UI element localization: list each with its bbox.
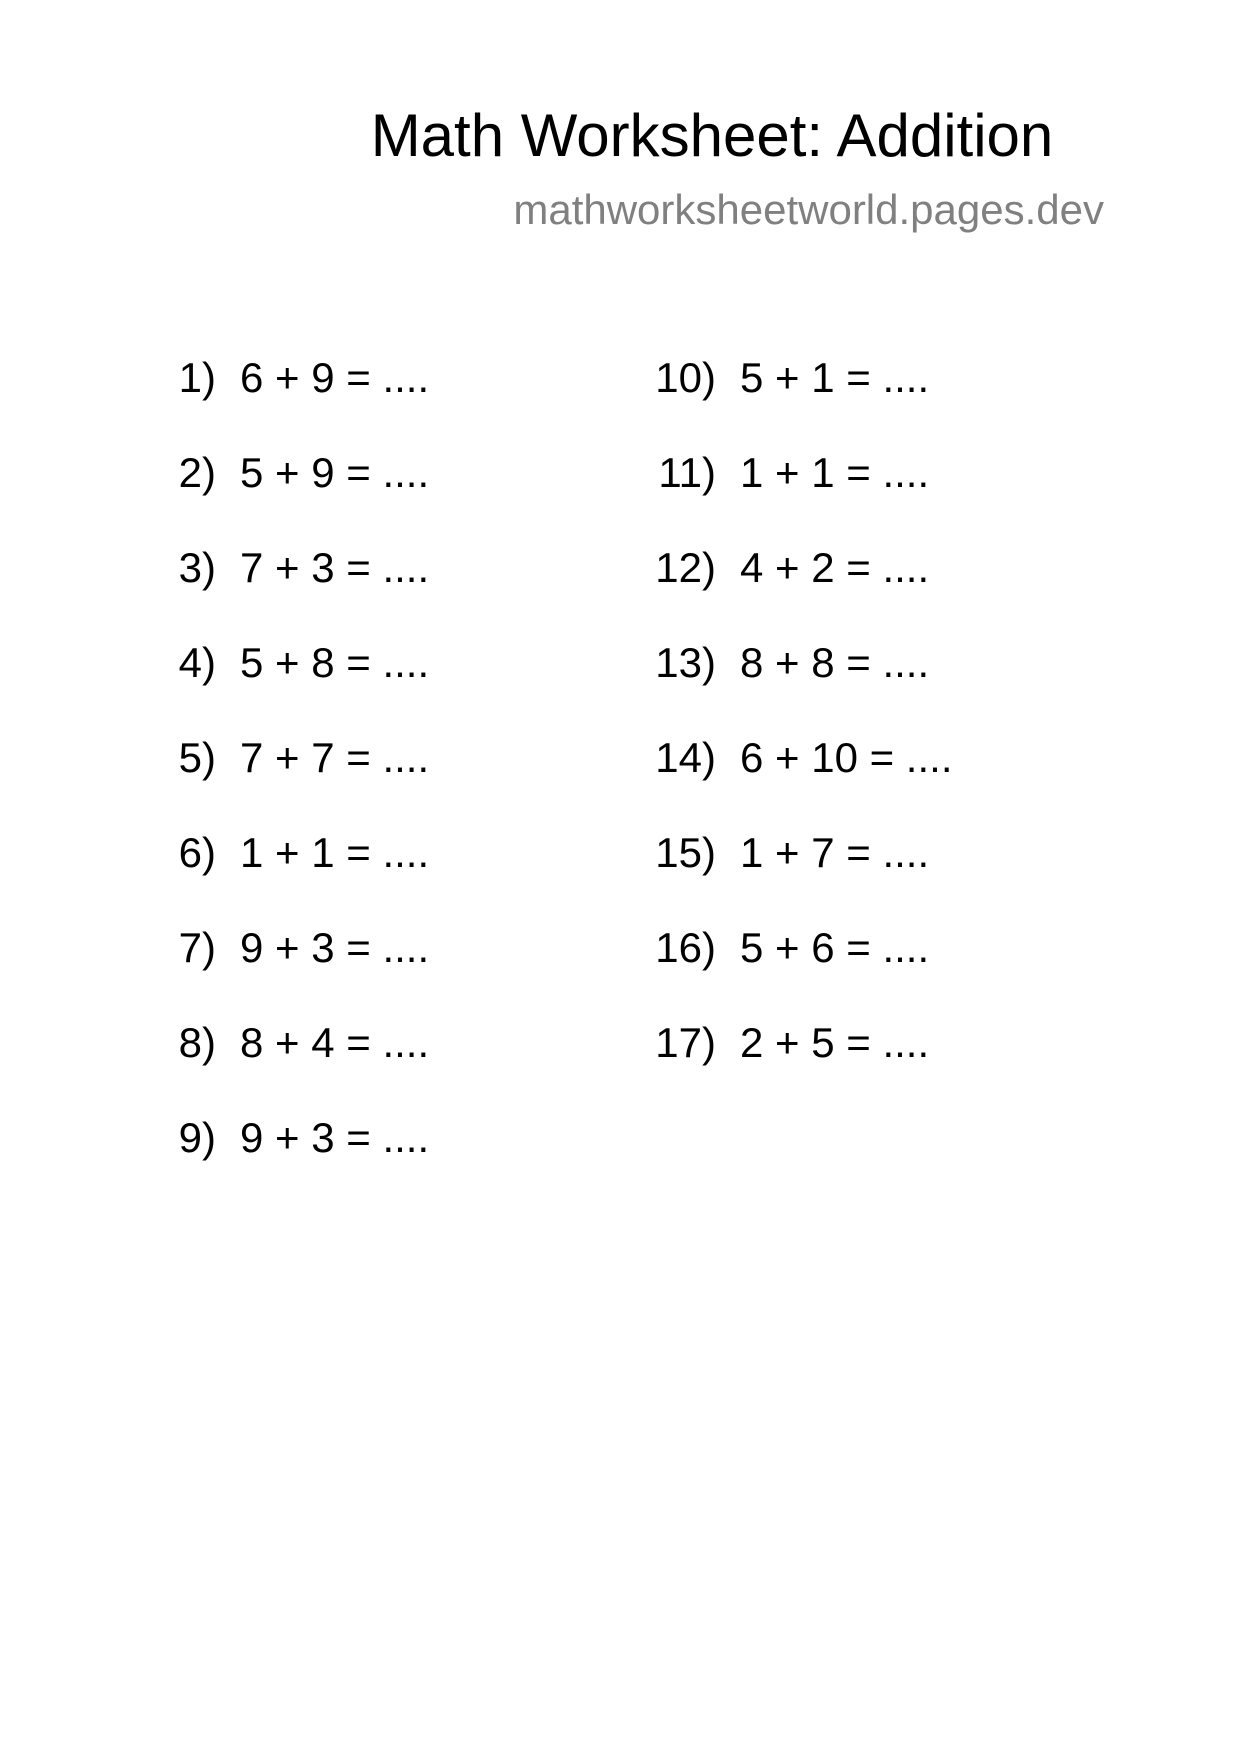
- problem-expression: 8 + 8 = ....: [740, 639, 930, 686]
- problem-expression: 4 + 2 = ....: [740, 544, 930, 591]
- problem-item: 13 ) 8 + 8 = ....: [634, 635, 929, 691]
- problem-expression: 5 + 8 = ....: [240, 639, 430, 686]
- problem-expression: 9 + 3 = ....: [240, 924, 430, 971]
- problem-item: 10 ) 5 + 1 = ....: [634, 350, 929, 406]
- problem-number: 9: [178, 1114, 202, 1161]
- problem-item: 8 ) 8 + 4 = ....: [160, 1015, 429, 1071]
- problem-number: 15: [655, 829, 702, 876]
- website-url: mathworksheetworld.pages.dev: [513, 186, 1104, 233]
- problem-item: 1 ) 6 + 9 = ....: [160, 350, 429, 406]
- problem-item: 14 ) 6 + 10 = ....: [634, 730, 952, 786]
- problem-item: 2 ) 5 + 9 = ....: [160, 445, 429, 501]
- problem-item: 7 ) 9 + 3 = ....: [160, 920, 429, 976]
- problem-item: 16 ) 5 + 6 = ....: [634, 920, 929, 976]
- problem-expression: 5 + 1 = ....: [740, 354, 930, 401]
- problem-number: 14: [655, 734, 702, 781]
- problem-item: 11 ) 1 + 1 = ....: [634, 445, 929, 501]
- problem-expression: 6 + 10 = ....: [740, 734, 953, 781]
- problem-expression: 5 + 6 = ....: [740, 924, 930, 971]
- problem-expression: 2 + 5 = ....: [740, 1019, 930, 1066]
- worksheet-title: Math Worksheet: Addition: [370, 102, 1054, 169]
- problem-number: 1: [178, 354, 202, 401]
- problem-number: 8: [178, 1019, 202, 1066]
- problem-item: 3 ) 7 + 3 = ....: [160, 540, 429, 596]
- problem-expression: 5 + 9 = ....: [240, 449, 430, 496]
- problem-expression: 8 + 4 = ....: [240, 1019, 430, 1066]
- problem-expression: 7 + 3 = ....: [240, 544, 430, 591]
- problem-item: 15 ) 1 + 7 = ....: [634, 825, 929, 881]
- problem-number: 3: [178, 544, 202, 591]
- problem-expression: 9 + 3 = ....: [240, 1114, 430, 1161]
- problem-number: 6: [178, 829, 202, 876]
- problem-item: 6 ) 1 + 1 = ....: [160, 825, 429, 881]
- problem-number: 5: [178, 734, 202, 781]
- problem-item: 12 ) 4 + 2 = ....: [634, 540, 929, 596]
- problem-number: 4: [178, 639, 202, 686]
- problem-number: 2: [178, 449, 202, 496]
- problem-expression: 6 + 9 = ....: [240, 354, 430, 401]
- problem-item: 17 ) 2 + 5 = ....: [634, 1015, 929, 1071]
- problem-expression: 1 + 7 = ....: [740, 829, 930, 876]
- problem-number: 10: [655, 354, 702, 401]
- problem-number: 12: [655, 544, 702, 591]
- problem-expression: 1 + 1 = ....: [740, 449, 930, 496]
- problem-number: 7: [178, 924, 202, 971]
- problem-expression: 7 + 7 = ....: [240, 734, 430, 781]
- problem-number: 16: [655, 924, 702, 971]
- problem-item: 4 ) 5 + 8 = ....: [160, 635, 429, 691]
- problem-expression: 1 + 1 = ....: [240, 829, 430, 876]
- problem-item: 5 ) 7 + 7 = ....: [160, 730, 429, 786]
- problem-number: 13: [655, 639, 702, 686]
- problem-item: 9 ) 9 + 3 = ....: [160, 1110, 429, 1166]
- problem-number: 11: [658, 449, 702, 496]
- problem-number: 17: [655, 1019, 702, 1066]
